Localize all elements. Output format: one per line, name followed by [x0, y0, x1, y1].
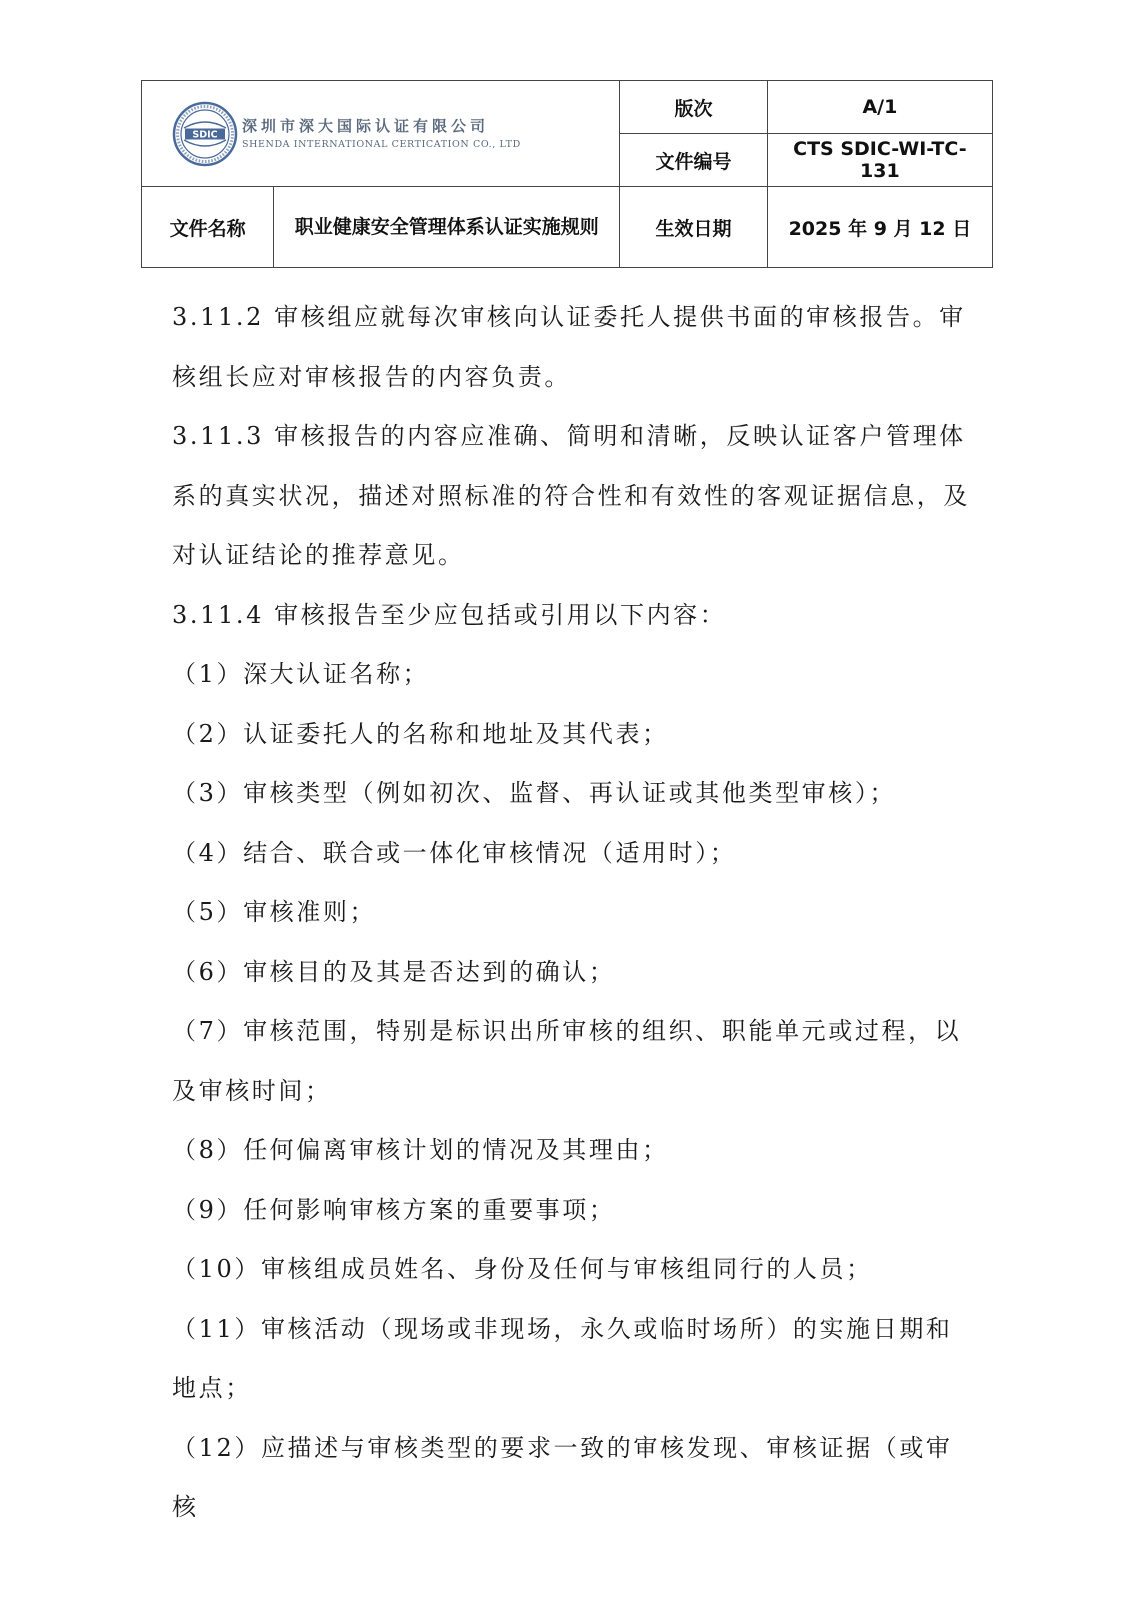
paragraph-3-11-4: 3.11.4 审核报告至少应包括或引用以下内容：	[172, 600, 727, 629]
paragraph-3-11-2: 3.11.2 审核组应就每次审核向认证委托人提供书面的审核报告。审核组长应对审核报告的内容负责。	[172, 303, 966, 391]
list-item-3: （3）审核类型（例如初次、监督、再认证或其他类型审核）；	[172, 779, 897, 807]
list-item-6: （6）审核目的及其是否达到的确认；	[172, 957, 616, 986]
paragraph-3-11-3: 3.11.3 审核报告的内容应准确、简明和清晰，反映认证客户管理体系的真实状况，描述对照标准的符合性和有效性的客观证据信息，及对认证结论的推荐意见。	[172, 422, 970, 569]
list-item-4: （4）结合、联合或一体化审核情况（适用时）；	[172, 838, 737, 867]
doc-name-label: 文件名称	[142, 187, 274, 268]
version-value: A/1	[767, 81, 992, 134]
list-item-8: （8）任何偏离审核计划的情况及其理由；	[172, 1136, 669, 1164]
list-item-7: （7）审核范围，特别是标识出所审核的组织、职能单元或过程，以及审核时间；	[172, 1017, 962, 1105]
company-logo	[142, 101, 619, 167]
company-name-en: SHENDA INTERNATIONAL CERTICATION CO., LTD	[242, 138, 521, 150]
effective-date-value: 2025 年 9 月 12 日	[767, 187, 992, 268]
company-logo-cell	[142, 81, 620, 187]
list-item-10: （10）审核组成员姓名、身份及任何与审核组同行的人员；	[172, 1255, 873, 1283]
document-body	[172, 288, 972, 1538]
logo-mark-text: SDIC	[192, 129, 218, 140]
list-item-9: （9）任何影响审核方案的重要事项；	[172, 1195, 616, 1224]
list-item-11: （11）审核活动（现场或非现场，永久或临时场所）的实施日期和地点；	[172, 1314, 953, 1402]
doc-number-label: 文件编号	[620, 134, 768, 187]
document-header-table	[141, 80, 993, 268]
company-name-block	[242, 117, 521, 150]
list-item-12: （12）应描述与审核类型的要求一致的审核发现、审核证据（或审核	[172, 1433, 953, 1521]
version-label: 版次	[620, 81, 768, 134]
doc-number-value: CTS SDIC-WI-TC-131	[767, 134, 992, 187]
company-name-cn: 深圳市深大国际认证有限公司	[242, 116, 490, 135]
list-item-2: （2）认证委托人的名称和地址及其代表；	[172, 719, 669, 748]
sdic-logo-icon	[172, 101, 238, 167]
doc-name-value: 职业健康安全管理体系认证实施规则	[274, 187, 620, 268]
list-item-1: （1）深大认证名称；	[172, 660, 430, 688]
list-item-5: （5）审核准则；	[172, 898, 377, 926]
effective-date-label: 生效日期	[620, 187, 768, 268]
